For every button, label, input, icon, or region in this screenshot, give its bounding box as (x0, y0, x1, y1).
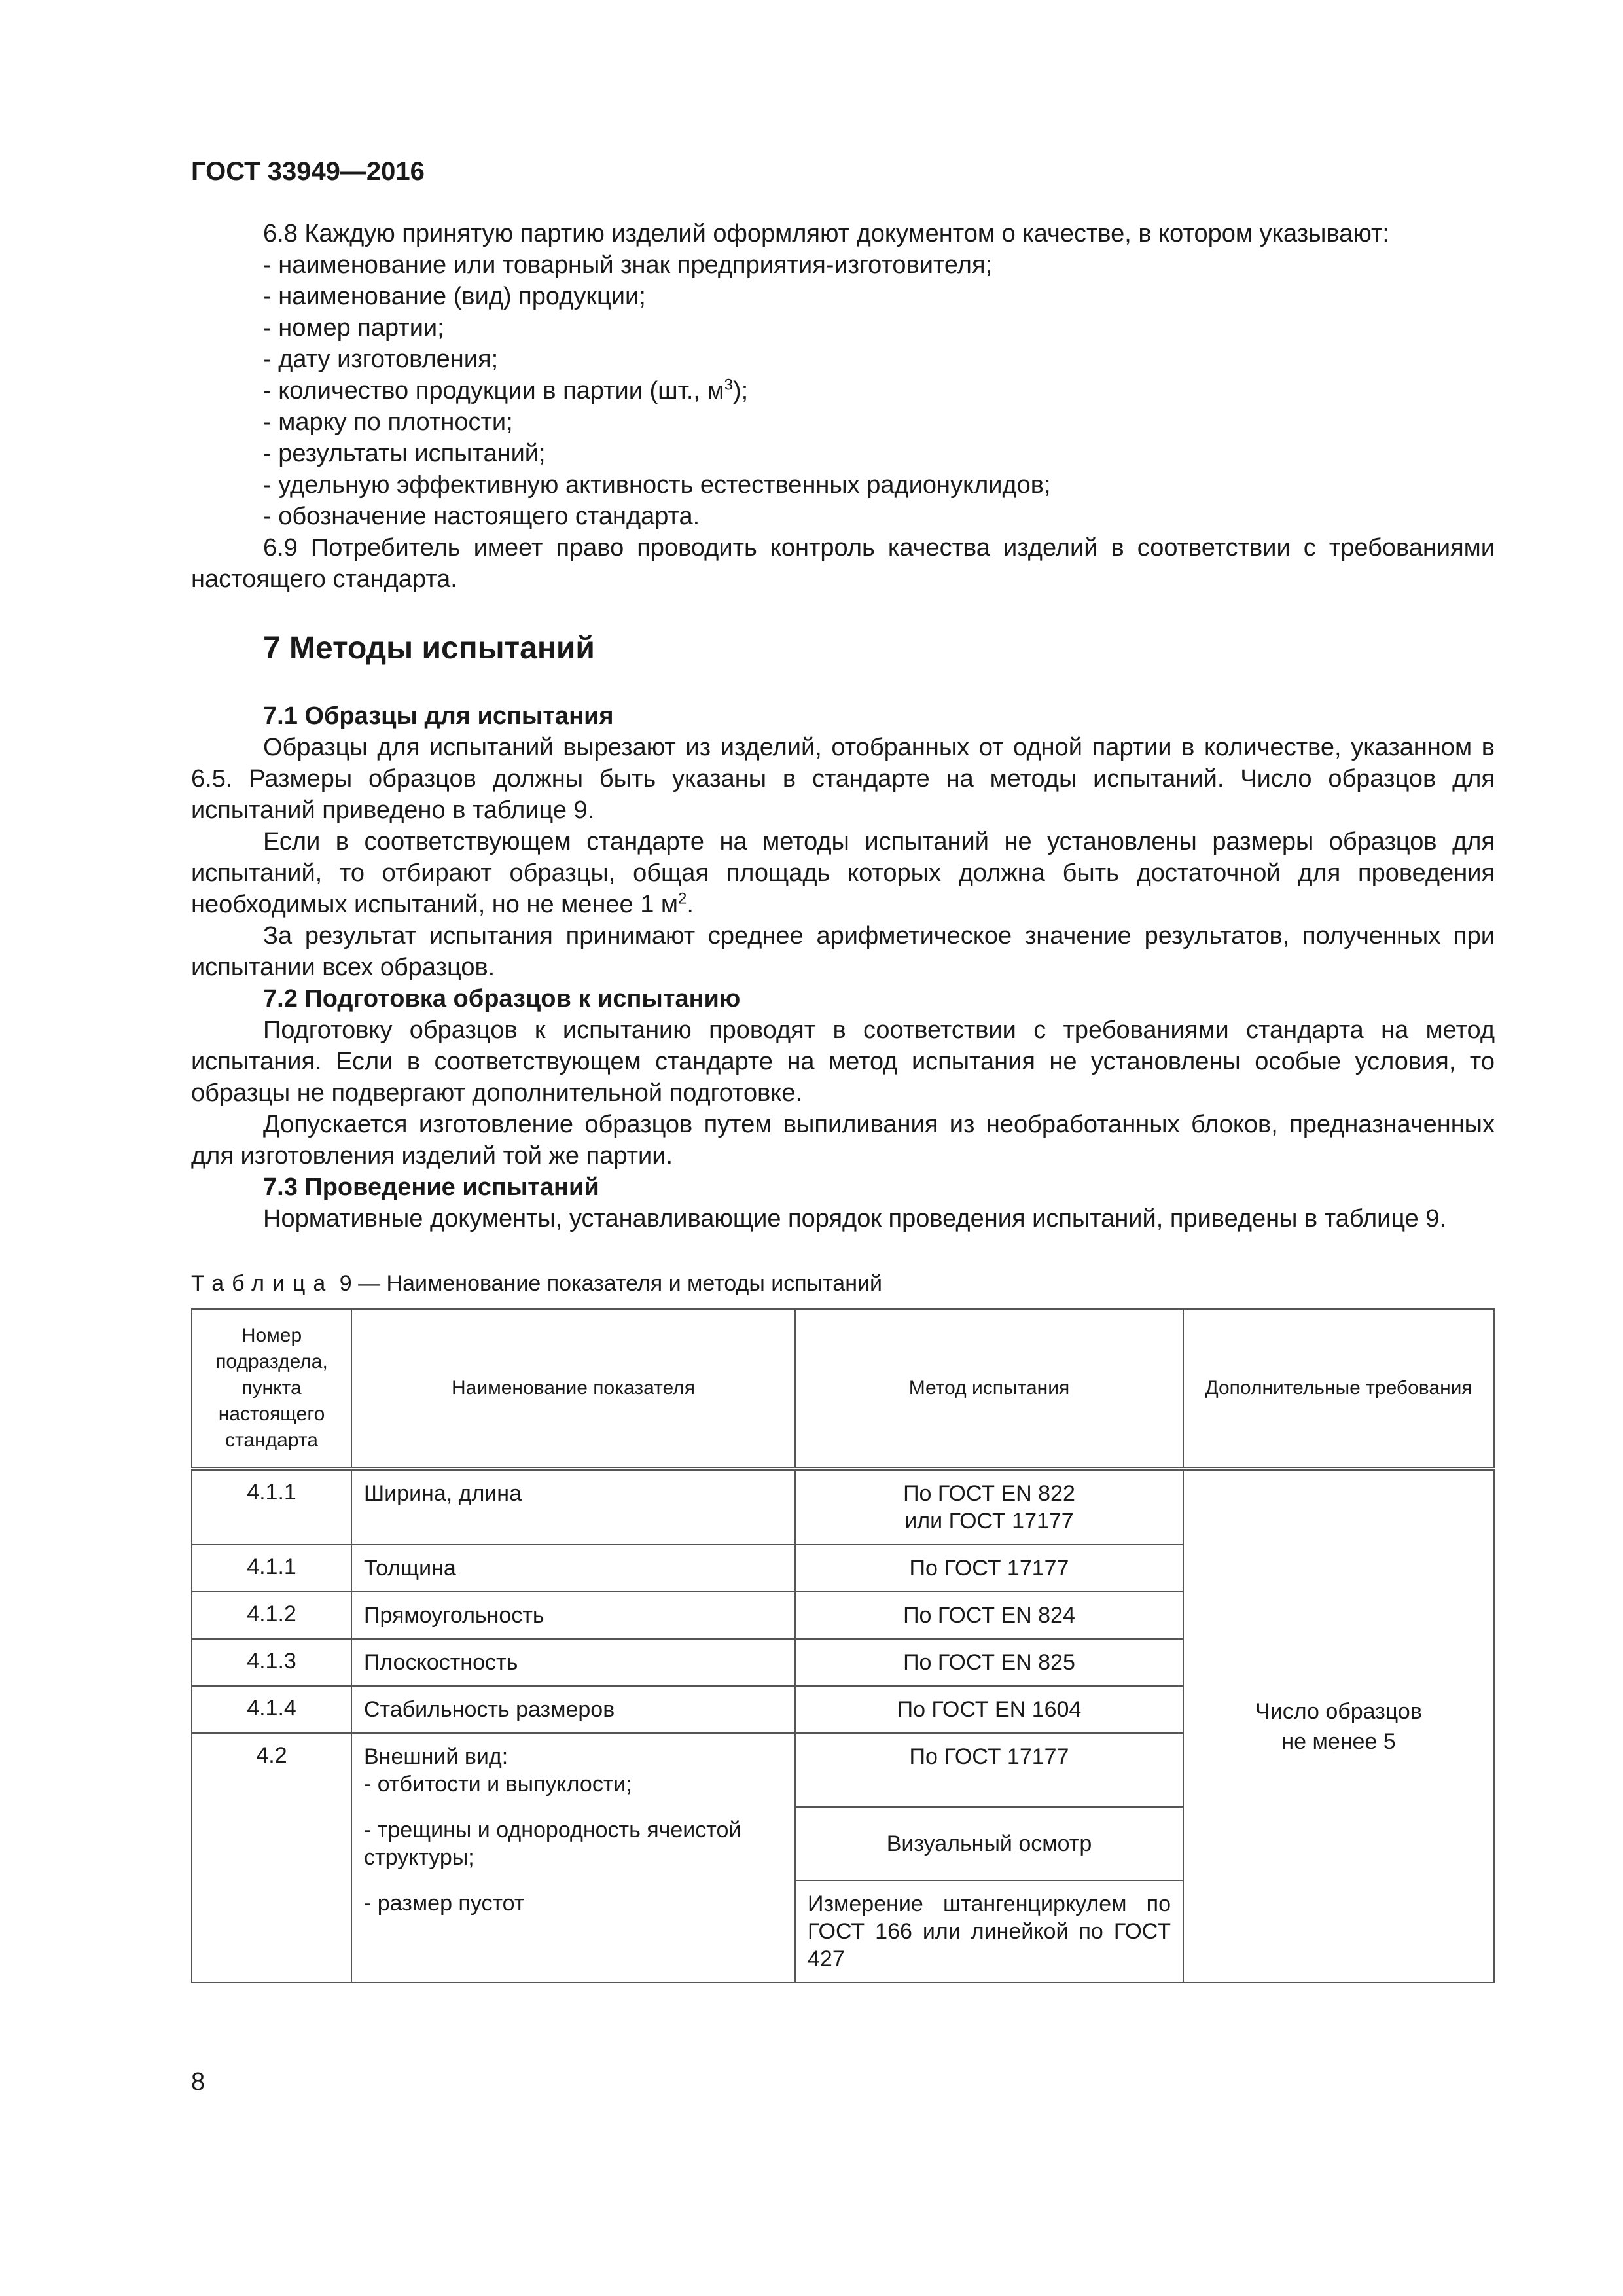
paragraph-text: Если в соответствующем стандарте на методы испытаний не установлены размеры образцов для испытаний, то отбирают образцы, общая площадь которых должна быть достаточной для проведения необходимых испытаний, но не менее 1 м (191, 828, 1495, 918)
paragraph-6-9: 6.9 Потребитель имеет право проводить контроль качества изделий в соответствии с требованиями настоящего стандарта. (191, 534, 1495, 593)
additional-line: Число образцов (1255, 1698, 1422, 1724)
paragraph: Подготовку образцов к испытанию проводят в соответствии с требованиями стандарта на метод испытания. Если в соответствующем стандарте на метод испытания не установлены особые условия, то образцы не подвергают дополнительной подготовке. (191, 1016, 1495, 1107)
table-caption (191, 1271, 1495, 1297)
cell-method: По ГОСТ 17177 (795, 1733, 1183, 1807)
cell-indicator: Прямоугольность (351, 1592, 795, 1639)
document-page (191, 157, 1495, 1983)
superscript: 3 (724, 376, 733, 394)
paragraph-tail: . (687, 891, 694, 918)
header-cell: Наименование показателя (351, 1309, 795, 1469)
paragraph-6-8: 6.8 Каждую принятую партию изделий оформляют документом о качестве, в котором указывают: (263, 220, 1389, 247)
cell-number: 4.1.2 (192, 1592, 351, 1639)
paragraph: Допускается изготовление образцов путем выпиливания из необработанных блоков, предназначенных для изготовления изделий той же партии. (191, 1111, 1495, 1170)
cell-number: 4.1.1 (192, 1469, 351, 1545)
subsection-7-1-title: 7.1 Образцы для испытания (263, 702, 614, 730)
superscript: 2 (678, 889, 687, 908)
list-item-tail: ); (733, 377, 749, 404)
cell-number: 4.1.3 (192, 1639, 351, 1686)
cell-number: 4.1.4 (192, 1686, 351, 1733)
section-7-title: 7 Методы испытаний (263, 631, 595, 666)
cell-indicator: - размер пустот (351, 1880, 795, 1982)
subsection-7-2-title: 7.2 Подготовка образцов к испытанию (263, 985, 741, 1013)
quality-document-list (191, 249, 1495, 532)
cell-indicator: - трещины и однородность ячеистой структуры; (351, 1807, 795, 1880)
method-line: или ГОСТ 17177 (904, 1509, 1074, 1534)
cell-additional (1183, 1469, 1494, 1982)
header-cell: Дополнительные требования (1183, 1309, 1494, 1469)
cell-method: По ГОСТ EN 825 (795, 1639, 1183, 1686)
header-cell: Номер подраздела, пункта настоящего стандарта (192, 1309, 351, 1469)
subsection-7-3-title: 7.3 Проведение испытаний (263, 1174, 599, 1201)
cell-method (795, 1469, 1183, 1545)
table-caption-label: Таблица (191, 1271, 334, 1296)
list-item: - номер партии; (263, 314, 444, 342)
cell-method: По ГОСТ EN 1604 (795, 1686, 1183, 1733)
paragraph (191, 826, 1495, 920)
indicator-line: Внешний вид: (364, 1744, 508, 1769)
header-cell: Метод испытания (795, 1309, 1183, 1469)
paragraph: За результат испытания принимают среднее арифметическое значение результатов, полученных при испытании всех образцов. (191, 922, 1495, 981)
list-item: - наименование (вид) продукции; (263, 283, 646, 310)
table-header-row (192, 1309, 1494, 1469)
additional-line: не менее 5 (1281, 1729, 1396, 1754)
list-item: - обозначение настоящего стандарта. (263, 503, 700, 530)
cell-number: 4.1.1 (192, 1545, 351, 1592)
list-item: - марку по плотности; (263, 408, 513, 436)
cell-indicator: Плоскостность (351, 1639, 795, 1686)
cell-method: По ГОСТ 17177 (795, 1545, 1183, 1592)
table-caption-text: 9 — Наименование показателя и методы испытаний (333, 1271, 882, 1296)
cell-indicator: Ширина, длина (351, 1469, 795, 1545)
indicator-line: - отбитости и выпуклости; (364, 1772, 632, 1797)
document-header: ГОСТ 33949—2016 (191, 157, 425, 186)
method-line: По ГОСТ EN 822 (903, 1481, 1075, 1506)
list-item: - наименование или товарный знак предприятия-изготовителя; (263, 251, 993, 279)
list-item-text: - количество продукции в партии (шт., м (263, 377, 724, 404)
paragraph: Нормативные документы, устанавливающие порядок проведения испытаний, приведены в таблице 9. (263, 1205, 1447, 1232)
cell-indicator (351, 1733, 795, 1807)
cell-indicator: Толщина (351, 1545, 795, 1592)
cell-method: Визуальный осмотр (795, 1807, 1183, 1880)
cell-indicator: Стабильность размеров (351, 1686, 795, 1733)
table-row (192, 1469, 1494, 1545)
list-item: - результаты испытаний; (263, 440, 546, 467)
list-item: - удельную эффективную активность естественных радионуклидов; (263, 471, 1051, 499)
list-item: - дату изготовления; (263, 346, 499, 373)
page-number: 8 (191, 2068, 205, 2096)
table-9 (191, 1308, 1495, 1983)
cell-method: Измерение штангенциркулем по ГОСТ 166 или линейкой по ГОСТ 427 (795, 1880, 1183, 1982)
paragraph: Образцы для испытаний вырезают из изделий, отобранных от одной партии в количестве, указанном в 6.5. Размеры образцов должны быть указаны в стандарте на методы испытаний. Число образцов для испытаний приведено в таблице 9. (191, 734, 1495, 824)
cell-method: По ГОСТ EN 824 (795, 1592, 1183, 1639)
cell-number: 4.2 (192, 1733, 351, 1982)
list-item (263, 375, 1495, 406)
